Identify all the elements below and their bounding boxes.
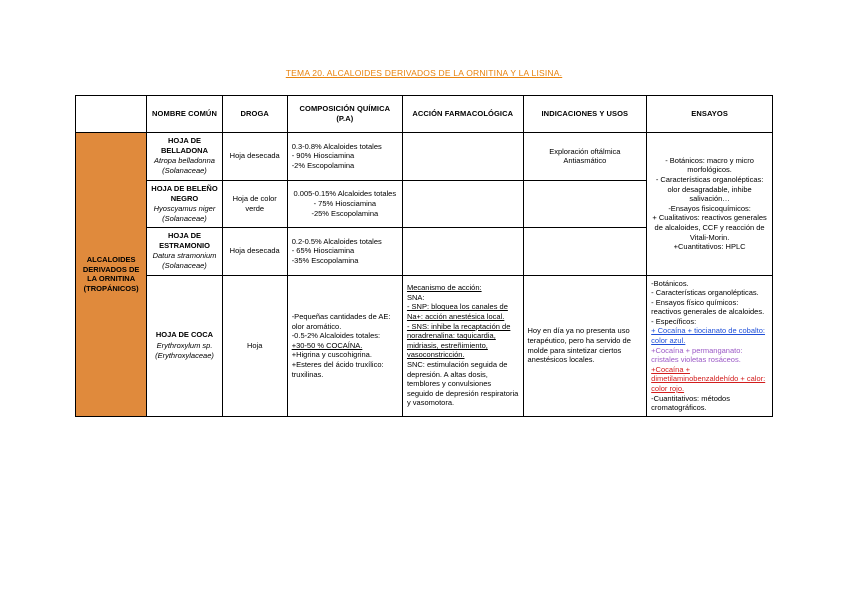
familia-text: (Solanaceae) (162, 213, 207, 223)
cell-accion (402, 228, 523, 276)
indicacion-line: Exploración oftálmica (549, 146, 621, 156)
header-nombre-comun: NOMBRE COMÚN (147, 96, 222, 133)
composicion-line: +Esteres del ácido truxílico: truxilinas. (291, 360, 384, 379)
header-blank (76, 96, 147, 133)
cell-accion (402, 180, 523, 228)
especie-text: Datura stramonium (152, 251, 217, 261)
cell-droga: Hoja desecada (222, 228, 287, 276)
ensayo-line: -Cuantitativos: métodos cromatográficos. (651, 393, 730, 413)
composicion-line: 0.3-0.8% Alcaloides totales (291, 141, 382, 151)
composicion-line: - 65% Hiosciamina (291, 246, 355, 256)
composicion-line: 0.2-0.5% Alcaloides totales (291, 236, 382, 246)
composicion-line: -0.5-2% Alcaloides totales: (291, 331, 381, 341)
cell-accion (402, 275, 523, 416)
side-label-tropanicos: ALCALOIDES DERIVADOS DE LA ORNITINA (TROPÁNICOS) (76, 133, 147, 417)
ensayo-line: + Cocaína + tiocianato de cobalto: color azul. (651, 326, 766, 346)
composicion-line: 0.005-0.15% Alcaloides totales (293, 189, 397, 199)
header-accion: ACCIÓN FARMACOLÓGICA (402, 96, 523, 133)
cell-indicaciones (523, 180, 647, 228)
composicion-line: - 75% Hiosciamina (313, 198, 377, 208)
cell-ensayos-coca (647, 275, 773, 416)
indicacion-line: Hoy en día ya no presenta uso terapéutico, pero ha servido de molde para sintetizar ciertos anestésicos locales. (527, 326, 631, 365)
cell-droga: Hoja (222, 275, 287, 416)
cell-composicion (287, 180, 402, 228)
cell-composicion (287, 275, 402, 416)
table-header-row (76, 96, 773, 133)
cell-indicaciones (523, 228, 647, 276)
cell-indicaciones (523, 275, 647, 416)
accion-title: Mecanismo de acción: (406, 283, 482, 293)
especie-text: Erythroxylum sp. (156, 340, 213, 350)
composicion-line: +30-50 % COCAÍNA. (291, 340, 363, 350)
page-title: TEMA 20. ALCALOIDES DERIVADOS DE LA ORNITINA Y LA LISINA. (285, 68, 563, 78)
nombre-comun-text: HOJA DE COCA (155, 330, 214, 340)
ensayo-line: +Cocaína + permanganato: cristales violetas rosáceos. (651, 345, 743, 365)
cell-droga: Hoja desecada (222, 133, 287, 181)
especie-text: Hyoscyamus niger (153, 203, 216, 213)
composicion-line: - 90% Hiosciamina (291, 151, 355, 161)
accion-line: - SNS: inhibe la recaptación de noradrenalina: taquicardia, midriasis, estreñimiento, vasoconstricción. (406, 321, 511, 360)
ensayo-line: - Botánicos: macro y micro morfológicos. (665, 155, 754, 175)
ensayo-line: - Específicos: (651, 316, 697, 326)
cell-composicion (287, 228, 402, 276)
composicion-line: +Higrina y cuscohigrina. (291, 350, 372, 360)
accion-line: SNA: (406, 292, 425, 302)
header-composicion: COMPOSICIÓN QUÍMICA (P.A) (287, 96, 402, 133)
ensayo-line: -Ensayos fisicoquímicos: (668, 203, 751, 213)
nombre-comun-text: HOJA DE ESTRAMONIO (159, 231, 210, 251)
cell-nombre-comun (147, 228, 222, 276)
ensayo-line: - Características organolépticas. (651, 288, 759, 298)
familia-text: (Solanaceae) (162, 261, 207, 271)
cell-composicion (287, 133, 402, 181)
composicion-line: -2% Escopolamina (291, 161, 355, 171)
cell-nombre-comun (147, 180, 222, 228)
familia-text: (Solanaceae) (162, 166, 207, 176)
cell-indicaciones (523, 133, 647, 181)
table-row (76, 133, 773, 181)
composicion-line: -25% Escopolamina (311, 208, 379, 218)
table-row (76, 275, 773, 416)
cell-nombre-comun (147, 275, 222, 416)
familia-text: (Erythroxylaceae) (155, 350, 214, 360)
composicion-line: -35% Escopolamina (291, 256, 359, 266)
cell-droga: Hoja de color verde (222, 180, 287, 228)
ensayo-line: +Cuantitativos: HPLC (673, 242, 746, 252)
cell-ensayos-tropanicos (647, 133, 773, 276)
accion-line: SNC: estimulación seguida de depresión. A altas dosis, temblores y convulsiones seguido de depresión respiratoria y vasomotora. (406, 360, 519, 408)
header-ensayos: ENSAYOS (647, 96, 773, 133)
especie-text: Atropa belladonna (154, 156, 215, 166)
cell-accion (402, 133, 523, 181)
composicion-line: -Pequeñas cantidades de AE: olor aromático. (291, 312, 391, 331)
ensayo-line: - Características organolépticas: olor desagradable, inhibe salivación… (655, 174, 764, 204)
ensayo-line: -Botánicos. (651, 278, 689, 288)
alkaloids-table (75, 95, 773, 417)
cell-nombre-comun (147, 133, 222, 181)
nombre-comun-text: HOJA DE BELEÑO NEGRO (151, 183, 218, 203)
accion-line: - SNP: bloquea los canales de Na+: acción anestésica local. (406, 302, 508, 322)
header-droga: DROGA (222, 96, 287, 133)
header-indicaciones: INDICACIONES Y USOS (523, 96, 647, 133)
ensayo-line: + Cualitativos: reactivos generales de alcaloides, CCF y reacción de Vitali-Morin. (652, 213, 767, 242)
ensayo-line: - Ensayos físico químicos: reactivos generales de alcaloides. (651, 297, 765, 317)
nombre-comun-text: HOJA DE BELLADONA (160, 136, 209, 156)
indicacion-line: Antiasmático (563, 156, 607, 166)
ensayo-line: +Cocaína + dimetilaminobenzaldehído + calor: color rojo. (651, 364, 766, 394)
